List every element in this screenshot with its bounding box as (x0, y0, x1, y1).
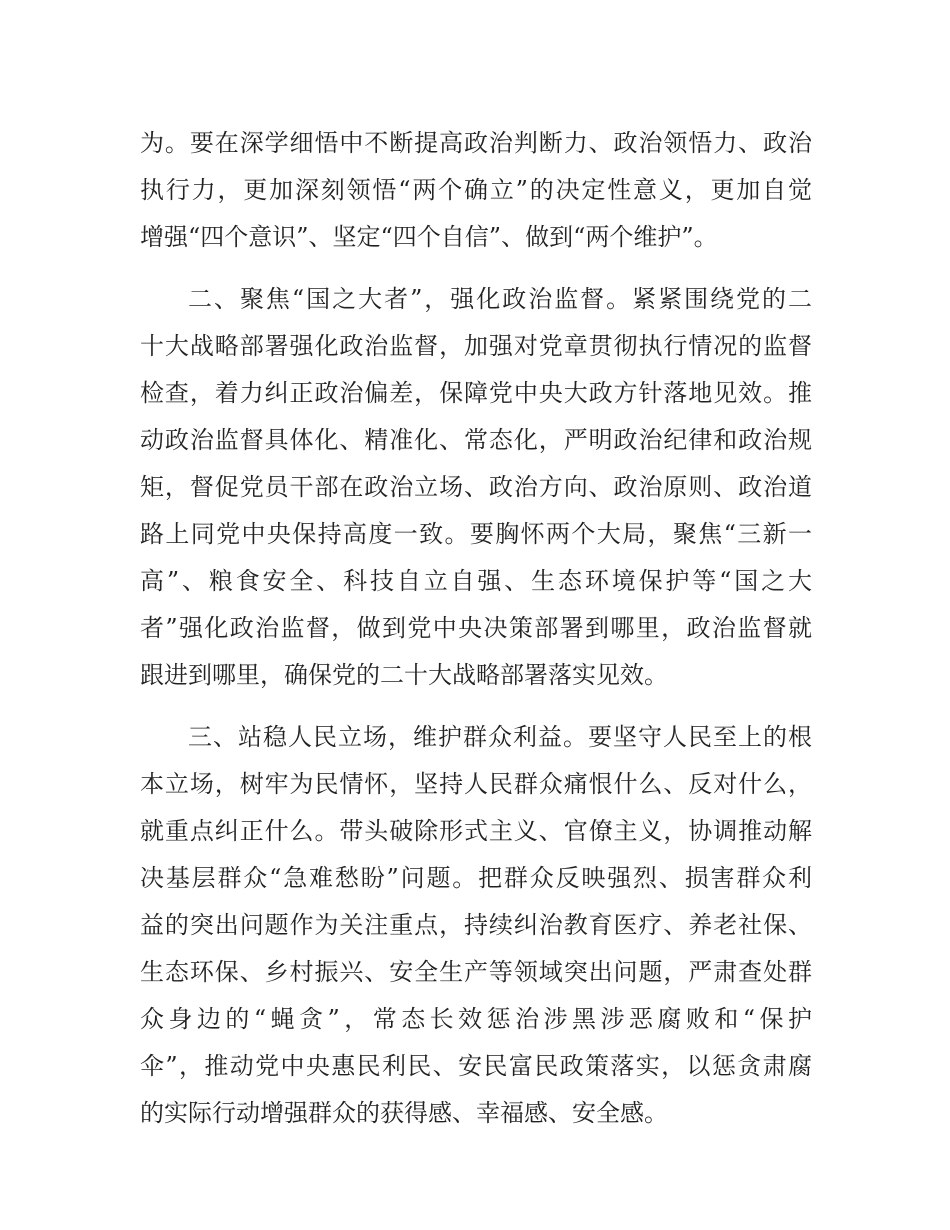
text-line: 三、站稳人民立场，维护群众利益。要坚守人民至上的根 (188, 723, 812, 751)
text-line: 跟进到哪里，确保党的二十大战略部署落实见效。 (140, 661, 668, 689)
document-body (140, 120, 812, 1137)
text-line: 为。要在深学细悟中不断提高政治判断力、政治领悟力、政治 (140, 129, 812, 157)
text-line: 决基层群众“急难愁盼”问题。把群众反映强烈、损害群众利 (140, 864, 812, 892)
text-line: 十大战略部署强化政治监督，加强对党章贯彻执行情况的监督 (140, 332, 812, 360)
text-line: 高”、粮食安全、科技自立自强、生态环境保护等“国之大 (140, 567, 812, 595)
text-line: 矩，督促党员干部在政治立场、政治方向、政治原则、政治道 (140, 473, 812, 501)
paragraph-continuation (140, 120, 812, 261)
text-line: 的实际行动增强群众的获得感、幸福感、安全感。 (140, 1099, 668, 1127)
text-line: 执行力，更加深刻领悟“两个确立”的决定性意义，更加自觉 (140, 176, 812, 204)
text-line: 检查，着力纠正政治偏差，保障党中央大政方针落地见效。推 (140, 379, 812, 407)
text-line: 路上同党中央保持高度一致。要胸怀两个大局，聚焦“三新一 (140, 520, 812, 548)
text-line: 益的突出问题作为关注重点，持续纠治教育医疗、养老社保、 (140, 911, 812, 939)
paragraph-people-interests (140, 714, 812, 1137)
text-line: 者”强化政治监督，做到党中央决策部署到哪里，政治监督就 (140, 614, 812, 642)
text-line: 生态环保、乡村振兴、安全生产等领域突出问题，严肃查处群 (140, 958, 812, 986)
paragraph-political-supervision (140, 276, 812, 699)
text-line: 众身边的“蝇贪”，常态长效惩治涉黑涉恶腐败和“保护 (140, 1005, 812, 1033)
text-line: 动政治监督具体化、精准化、常态化，严明政治纪律和政治规 (140, 426, 812, 454)
text-line: 伞”，推动党中央惠民利民、安民富民政策落实，以惩贪肃腐 (140, 1052, 812, 1080)
text-line: 本立场，树牢为民情怀，坚持人民群众痛恨什么、反对什么， (140, 770, 812, 798)
text-line: 就重点纠正什么。带头破除形式主义、官僚主义，协调推动解 (140, 817, 812, 845)
text-line: 二、聚焦“国之大者”，强化政治监督。紧紧围绕党的二 (188, 285, 812, 313)
text-line: 增强“四个意识”、坚定“四个自信”、做到“两个维护”。 (140, 223, 718, 251)
